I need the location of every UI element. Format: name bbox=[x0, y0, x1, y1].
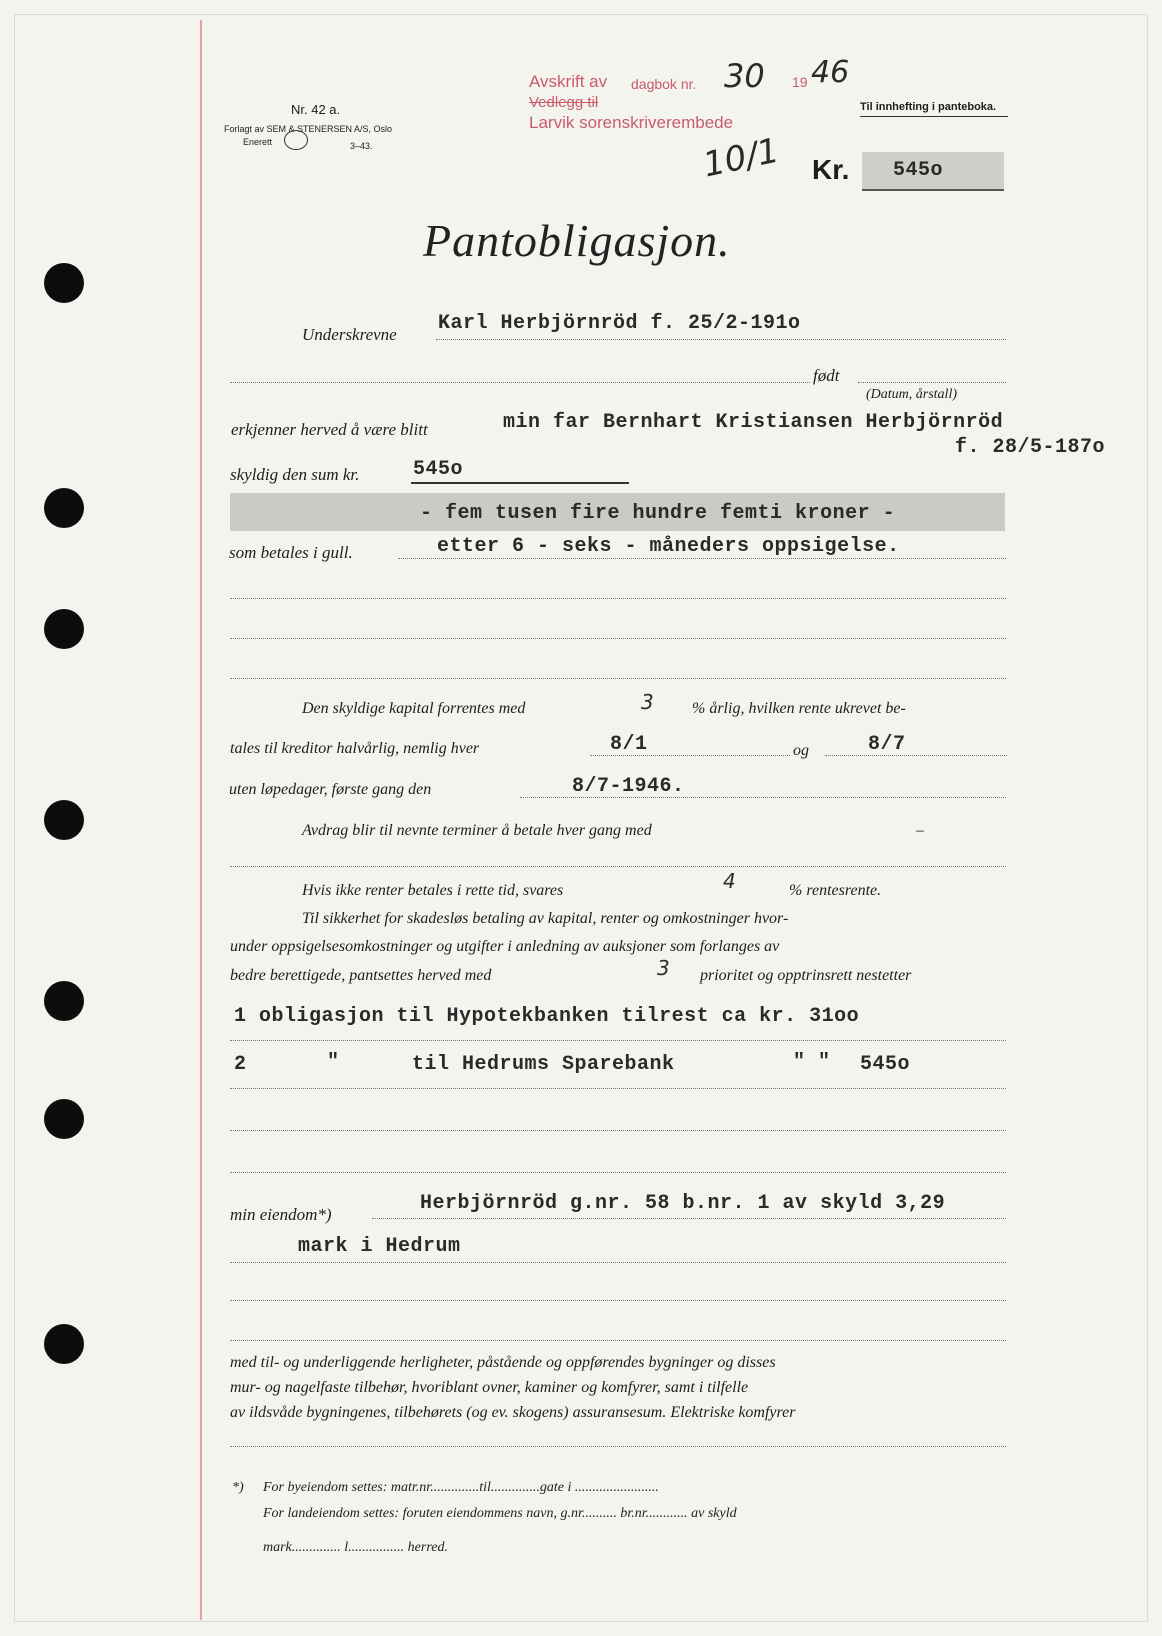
underskrevne-label: Underskrevne bbox=[302, 325, 397, 344]
stamp-dagbok: dagbok nr. bbox=[631, 76, 697, 92]
avdrag-line bbox=[230, 866, 1006, 867]
prior-claim-2-amount: 545o bbox=[860, 1053, 911, 1076]
property-blank-2 bbox=[230, 1300, 1006, 1301]
prior-claim-2-text: til Hedrums Sparebank bbox=[412, 1053, 675, 1076]
property-line bbox=[372, 1218, 1006, 1219]
prior-line-1 bbox=[230, 1040, 1006, 1041]
closing-line3: av ildsvåde bygningenes, tilbehørets (og ev. skogens) assuransesum. Elektriske komfyrer bbox=[230, 1404, 796, 1421]
publisher-line: Forlagt av SEM & STENERSEN A/S, Oslo bbox=[224, 124, 393, 134]
sum-in-words: - fem tusen fire hundre femti kroner - bbox=[420, 502, 896, 525]
right-note: Til innhefting i panteboka. bbox=[860, 101, 997, 113]
prior-line-4 bbox=[230, 1172, 1006, 1173]
footnote-line1: For byeiendom settes: matr.nr..............til..............gate i ........................ bbox=[263, 1480, 659, 1495]
punch-hole-5 bbox=[44, 981, 84, 1021]
underskrevne-line bbox=[436, 339, 1006, 340]
footnote-mark: *) bbox=[232, 1480, 244, 1495]
interest-text1: Den skyldige kapital forrentes med bbox=[302, 700, 526, 717]
property-blank-3 bbox=[230, 1340, 1006, 1341]
skyldig-value: 545o bbox=[413, 458, 464, 481]
interest-text3: tales til kreditor halvårlig, nemlig hver bbox=[230, 740, 480, 757]
prior-claim-2-ditto2: " " bbox=[793, 1051, 831, 1074]
blank-line-3 bbox=[230, 678, 1006, 679]
kr-amount: 545o bbox=[893, 159, 944, 182]
footnote-line2: For landeiendom settes: foruten eiendommens navn, g.nr.......... br.nr............ av skyld bbox=[263, 1506, 737, 1521]
underskrevne-value: Karl Herbjörnröd f. 25/2-191o bbox=[438, 312, 801, 335]
property-blank-1 bbox=[230, 1262, 1006, 1263]
term-1-line bbox=[590, 755, 790, 756]
closing-line1: med til- og underliggende herligheter, påstående og oppførendes bygninger og disses bbox=[230, 1354, 776, 1371]
property-label: min eiendom*) bbox=[230, 1205, 332, 1224]
right-note-underline bbox=[860, 116, 1008, 117]
property-line1: Herbjörnröd g.nr. 58 b.nr. 1 av skyld 3,29 bbox=[420, 1192, 946, 1215]
property-line2: mark i Hedrum bbox=[298, 1235, 461, 1258]
form-number: Nr. 42 a. bbox=[291, 102, 341, 117]
og-label: og bbox=[793, 742, 809, 759]
blank-line-1 bbox=[230, 598, 1006, 599]
betales-value: etter 6 - seks - måneders oppsigelse. bbox=[437, 535, 900, 558]
punch-hole-4 bbox=[44, 800, 84, 840]
stamp-larvik: Larvik sorenskriverembede bbox=[529, 113, 734, 132]
dagbok-number: 30 bbox=[724, 57, 765, 95]
punch-hole-2 bbox=[44, 488, 84, 528]
prior-claim-1: 1 obligasjon til Hypotekbanken tilrest ca kr. 31oo bbox=[234, 1005, 860, 1028]
punch-hole-1 bbox=[44, 263, 84, 303]
security-line2: under oppsigelsesomkostninger og utgifter i anledning av auksjoner som forlanges av bbox=[230, 938, 780, 955]
hvis-text: Hvis ikke renter betales i rette tid, svares bbox=[302, 882, 564, 899]
first-payment-date: 8/7-1946. bbox=[572, 775, 685, 798]
date-handwritten: 10/1 bbox=[699, 130, 783, 186]
betales-label: som betales i gull. bbox=[229, 543, 353, 562]
prior-line-3 bbox=[230, 1130, 1006, 1131]
security-line3a: bedre berettigede, pantsettes herved med bbox=[230, 967, 492, 984]
creditor-line1: min far Bernhart Kristiansen Herbjörnröd bbox=[503, 411, 1004, 434]
red-margin-line bbox=[200, 20, 202, 1620]
hvis-text2: % rentesrente. bbox=[789, 882, 882, 899]
closing-blank bbox=[230, 1446, 1006, 1447]
punch-hole-3 bbox=[44, 609, 84, 649]
stamp-year-prefix: 19 bbox=[792, 74, 808, 90]
avdrag-value: – bbox=[916, 822, 924, 839]
security-line1: Til sikkerhet for skadesløs betaling av kapital, renter og omkostninger hvor- bbox=[302, 910, 789, 927]
term-2-line bbox=[825, 755, 1007, 756]
skyldig-label: skyldig den sum kr. bbox=[230, 465, 360, 484]
priority-number: 3 bbox=[657, 956, 670, 980]
stamp-avskrift: Avskrift av bbox=[529, 72, 608, 91]
punch-hole-7 bbox=[44, 1324, 84, 1364]
interest-rate: 3 bbox=[641, 690, 654, 714]
skyldig-underline bbox=[411, 482, 629, 484]
document-title: Pantobligasjon. bbox=[423, 215, 731, 266]
prior-line-2 bbox=[230, 1088, 1006, 1089]
interest-text4: uten løpedager, første gang den bbox=[229, 781, 432, 798]
punch-hole-6 bbox=[44, 1099, 84, 1139]
erkjenner-label: erkjenner herved å være blitt bbox=[231, 420, 428, 439]
creditor-line2: f. 28/5-187o bbox=[955, 436, 1106, 459]
datum-label: (Datum, årstall) bbox=[866, 387, 957, 402]
footnote-line3: mark.............. l................ herred. bbox=[263, 1540, 448, 1555]
stamp-vedlegg-struck: Vedlegg til bbox=[529, 94, 599, 111]
first-date-line bbox=[520, 797, 1006, 798]
publisher-logo bbox=[284, 130, 308, 150]
term-1: 8/1 bbox=[610, 733, 648, 756]
publisher-enerett: Enerett bbox=[243, 137, 273, 147]
avdrag-text: Avdrag blir til nevnte terminer å betale hver gang med bbox=[302, 822, 652, 839]
prior-claim-2-ditto: " bbox=[327, 1051, 340, 1074]
kr-label: Kr. bbox=[812, 154, 850, 185]
security-line3b: prioritet og opptrinsrett nestetter bbox=[700, 967, 912, 984]
betales-line bbox=[398, 558, 1006, 559]
penalty-rate: 4 bbox=[723, 869, 736, 893]
term-2: 8/7 bbox=[868, 733, 906, 756]
blank-line-2 bbox=[230, 638, 1006, 639]
interest-text2: % årlig, hvilken rente ukrevet be- bbox=[692, 700, 906, 717]
prior-claim-2-no: 2 bbox=[234, 1053, 247, 1076]
publisher-date: 3–43. bbox=[350, 141, 373, 151]
year-handwritten: 46 bbox=[811, 55, 850, 90]
fodt-label: født bbox=[813, 366, 840, 385]
fodt-line-left bbox=[230, 382, 810, 383]
fodt-line-right bbox=[858, 382, 1006, 383]
closing-line2: mur- og nagelfaste tilbehør, hvoriblant ovner, kaminer og komfyrer, samt i tilfelle bbox=[230, 1379, 749, 1396]
